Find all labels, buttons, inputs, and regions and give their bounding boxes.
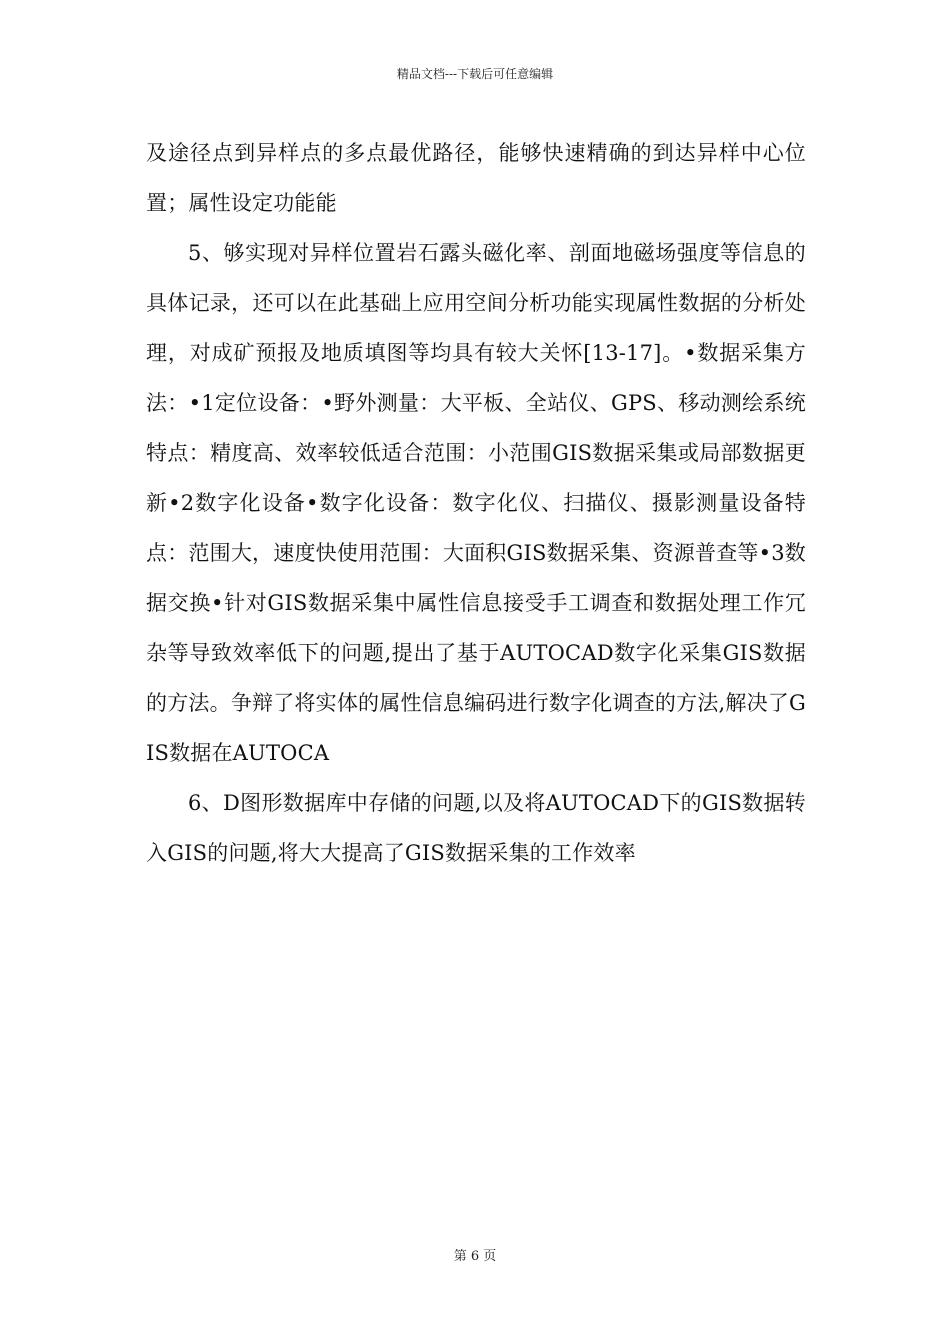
paragraph-2: 5、够实现对异样位置岩石露头磁化率、剖面地磁场强度等信息的具体记录，还可以在此基础上应用空间分析功能实现属性数据的分析处理，对成矿预报及地质填图等均具有较大关怀[13-17]。•数据采集方法：•1定位设备：•野外测量：大平板、全站仪、GPS、移动测绘系统特点：精度高、效率较低适合范围：小范围GIS数据采集或局部数据更新•2数字化设备•数字化设备：数字化仪、扫描仪、摄影测量设备特点：范围大，速度快使用范围：大面积GIS数据采集、资源普查等•3数据交换•针对GIS数据采集中属性信息接受手工调查和数据处理工作冗杂等导致效率低下的问题,提出了基于AUTOCAD数字化采集GIS数据的方法。争辩了将实体的属性信息编码进行数字化调查的方法,解决了GIS数据在AUTOCA bbox=[146, 241, 806, 765]
page-number: 第 6 页 bbox=[453, 1249, 497, 1264]
document-body bbox=[146, 128, 806, 878]
page-header: 精品文档---下载后可任意编辑 bbox=[396, 67, 554, 81]
paragraph-1: 及途径点到异样点的多点最优路径，能够快速精确的到达异样中心位置；属性设定功能能 bbox=[146, 141, 806, 215]
paragraph-3: 6、D图形数据库中存储的问题,以及将AUTOCAD下的GIS数据转入GIS的问题,将大大提高了GIS数据采集的工作效率 bbox=[146, 791, 806, 865]
